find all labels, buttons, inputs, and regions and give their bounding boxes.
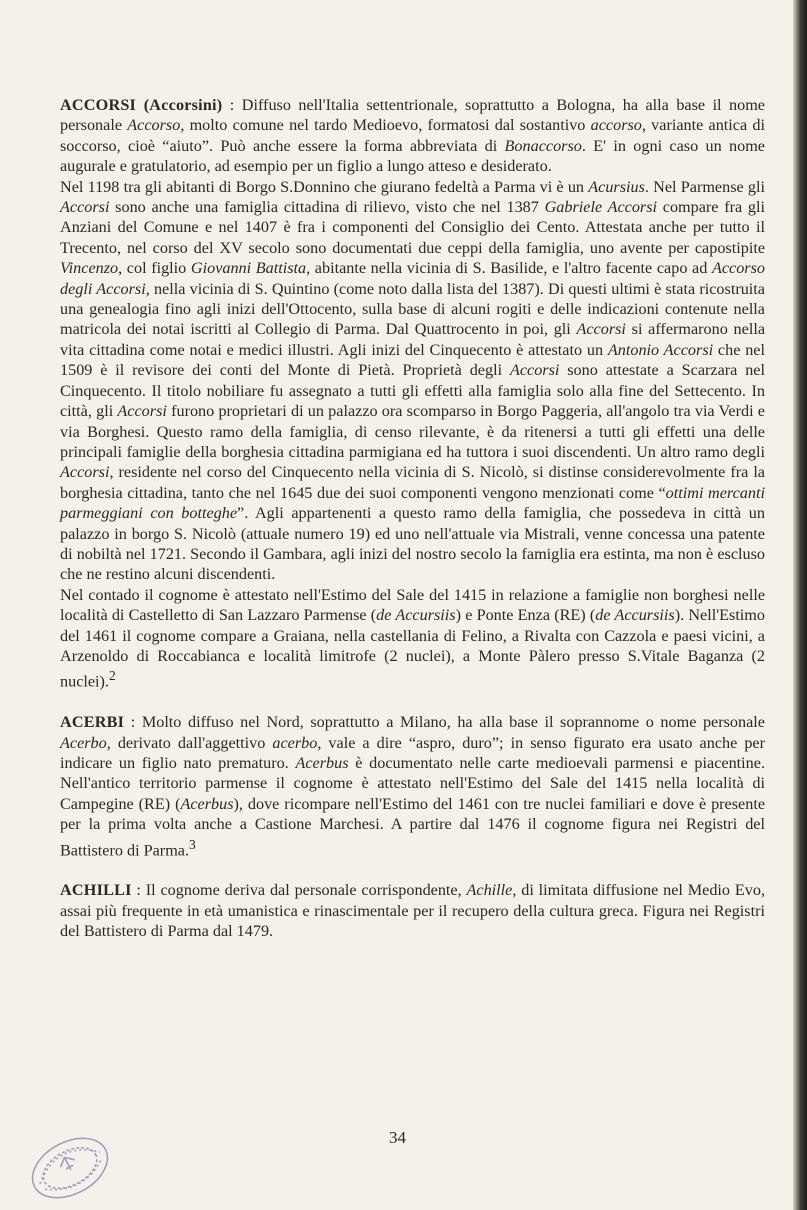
italic-text: Acerbus <box>180 794 234 813</box>
text-run: compare fra gli Anziani del Comune e nel 1407 è fra i componenti del Consiglio dei Cento. Attestata anche per tutto il Trecento, nel corso del XV secolo sono documentati due ceppi della famiglia, uno avente per capostipite <box>60 198 766 257</box>
italic-text: Accorsi <box>117 402 167 421</box>
text-run: . Nel Parmense gli <box>644 177 765 196</box>
text-run: si affermarono nella vita cittadina come notai e medici illustri. Agli inizi del Cinquecento è attestato un <box>60 320 765 359</box>
italic-text: Accorso <box>127 116 181 135</box>
entry-paragraph <box>60 177 765 585</box>
text-run: . E' in ogni caso un nome augurale e gratulatorio, ad esempio per un figlio a lungo atteso e desiderato. <box>60 136 765 176</box>
text-run: , abitante nella vicinia di S. Basilide, e l'altro facente capo ad <box>306 259 712 278</box>
text-run: , residente nel corso del Cinquecento nella vicinia di S. Nicolò, si distinse considerevolmente fra la borghesia cittadina, tanto che nel 1645 due dei suoi componenti vengono menzionati come “ <box>60 463 765 502</box>
text-run: ) e Ponte Enza (RE) ( <box>455 606 596 625</box>
entry-heading: ACCORSI (Accorsini) <box>60 96 223 114</box>
italic-text: Accorsi <box>60 463 110 482</box>
italic-text: Bonaccorso <box>504 136 582 155</box>
text-run: : Molto diffuso nel Nord, soprattutto a Milano, ha alla base il soprannome o nome personale <box>124 713 765 732</box>
book-spine-edge <box>793 0 807 1210</box>
italic-text: Acerbo <box>60 733 107 752</box>
text-run: , nella vicinia di S. Quintino (come noto dalla lista del 1387). Di questi ultimi è stata ricostruita una genealogia fino agli inizi dell'Ottocento, sulla base di alcuni rogiti e delle indicazioni contenute nella matricola dei notai iscritti al Collegio di Parma. Dal Quattrocento in poi, gli <box>60 279 765 339</box>
text-run: furono proprietari di un palazzo ora scomparso in Borgo Paggeria, all'angolo tra via Verdi e via Borghesi. Questo ramo della famiglia, di censo rilevante, è da ritenersi a tutti gli effetti una delle principali famiglie della borghesia cittadina parmigiana ed ha tuttora i suoi discendenti. Un altro ramo degli <box>60 402 765 461</box>
text-run: ”. Agli appartenenti a questo ramo della famiglia, che possedeva in città un palazzo in borgo S. Nicolò (attuale numero 19) ed uno nell'attuale via Mistrali, venne concessa una patente di nobiltà nel 1721. Secondo il Gambara, agli inizi del nostro secolo la famiglia era estinta, ma non è escluso che ne restino alcuni discendenti. <box>60 504 765 584</box>
body-text <box>60 95 765 942</box>
italic-text: accorso <box>590 116 642 135</box>
text-run: , molto comune nel tardo Medioevo, formatosi dal sostantivo <box>180 116 591 135</box>
entry-paragraph <box>60 712 765 860</box>
text-run: che nel 1509 è il revisore dei conti del Monte di Pietà. Proprietà degli <box>60 340 765 380</box>
entry-heading: ACHILLI <box>60 881 132 900</box>
italic-text: Acursius <box>588 177 645 196</box>
italic-text: Giovanni Battista <box>190 259 307 278</box>
italic-text: Antonio Accorsi <box>607 340 714 359</box>
italic-text: de Accursiis <box>595 606 675 625</box>
surname-entry <box>60 95 765 692</box>
italic-text: de Accursiis <box>376 606 456 625</box>
entry-heading: ACERBI <box>60 713 125 732</box>
footnote-ref: 2 <box>109 668 116 684</box>
text-run: : Il cognome deriva dal personale corrispondente, <box>131 881 467 900</box>
surname-entry <box>60 712 765 860</box>
text-run: Nel 1198 tra gli abitanti di Borgo S.Donnino che giurano fedeltà a Parma vi è un <box>60 177 589 196</box>
italic-text: Accorsi <box>509 361 560 380</box>
text-run: , di limitata diffusione nel Medio Evo, assai più frequente in età umanistica e rinascimentale per il recupero della cultura greca. Figura nei Registri del Battistero di Parma dal 1479. <box>60 881 765 941</box>
italic-text: Accorsi <box>576 320 626 339</box>
italic-text: Gabriele Accorsi <box>544 198 658 217</box>
italic-text: Achille <box>466 881 513 900</box>
text-run: Nel contado il cognome è attestato nell'Estimo del Sale del 1415 in relazione a famiglie non borghesi nelle località di Castelletto di San Lazzaro Parmense ( <box>60 585 765 625</box>
surname-entry <box>60 880 765 941</box>
entry-paragraph <box>60 585 765 692</box>
italic-text: Accorso degli Accorsi <box>60 259 765 298</box>
text-run: ). Nell'Estimo del 1461 il cognome compare a Graiana, nella castellania di Felino, a Rivalta con Cazzola e paesi vicini, a Arzenoldo di Roccabianca e località limitrofe (2 nuclei), a Monte Pàlero presso S.Vitale Baganza (2 nuclei). <box>60 606 765 691</box>
text-run: : Diffuso nell'Italia settentrionale, soprattutto a Bologna, ha alla base il nome personale <box>60 96 765 135</box>
text-run: , col figlio <box>118 259 191 278</box>
italic-text: Acerbus <box>295 753 349 772</box>
text-run: sono anche una famiglia cittadina di rilievo, visto che nel 1387 <box>109 198 545 217</box>
text-run: , vale a dire “aspro, duro”; in senso figurato era usato anche per indicare un figlio nato prematuro. <box>60 733 765 772</box>
text-run: , variante antica di soccorso, cioè “aiuto”. Può anche essere la forma abbreviata di <box>60 116 765 155</box>
page-number: 34 <box>389 1128 406 1147</box>
entry-paragraph <box>60 95 765 177</box>
text-run: sono attestate a Scarzara nel Cinquecento. Il titolo nobiliare fu assegnato a tutti gli effetti alla famiglia solo alla fine del Settecento. In città, gli <box>60 361 765 421</box>
italic-text: acerbo <box>272 733 318 752</box>
italic-text: Vincenzo <box>60 259 119 278</box>
entry-paragraph <box>60 880 765 941</box>
italic-text: Accorsi <box>60 198 110 217</box>
footnote-ref: 3 <box>189 836 196 852</box>
text-run: è documentato nelle carte medioevali parmensi e piacentine. Nell'antico territorio parmense il cognome è attestato nell'Estimo del Sale del 1415 nella località di Campegine (RE) ( <box>60 753 765 813</box>
library-stamp-icon <box>22 1133 118 1203</box>
italic-text: ottimi mercanti parmeggiani con botteghe <box>60 483 765 523</box>
text-run: ), dove ricompare nell'Estimo del 1461 con tre nuclei familiari e dove è presente per la prima volta anche a Castione Marchesi. A partire dal 1476 il cognome figura nei Registri del Battistero di Parma. <box>60 794 766 859</box>
text-run: , derivato dall'aggettivo <box>106 733 273 752</box>
